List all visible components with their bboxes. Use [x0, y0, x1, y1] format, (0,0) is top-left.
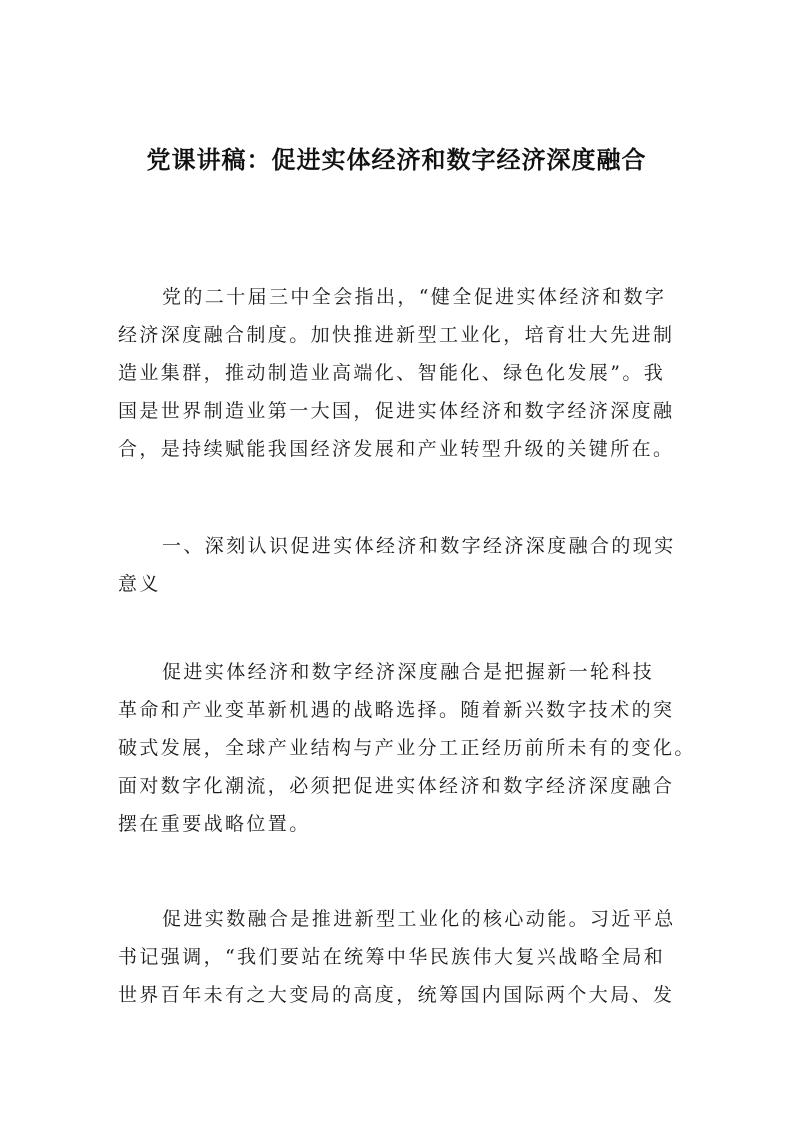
- section-heading-1: [118, 527, 678, 603]
- paragraph-line: 合，是持续赋能我国经济发展和产业转型升级的关键所在。: [118, 438, 675, 460]
- paragraph-core-driver: [118, 900, 678, 1014]
- paragraph-line: 书记强调，“我们要站在统筹中华民族伟大复兴战略全局和: [118, 946, 666, 968]
- heading-line: 意义: [118, 573, 161, 595]
- paragraph-line: 国是世界制造业第一大国，促进实体经济和数字经济深度融: [118, 400, 675, 422]
- paragraph-line: 世界百年未有之大变局的高度，统筹国内国际两个大局、发: [118, 984, 675, 1006]
- paragraph-line: 摆在重要战略位置。: [118, 813, 311, 835]
- paragraph-intro: [118, 278, 678, 468]
- document-title: 党课讲稿：促进实体经济和数字经济深度融合: [146, 146, 647, 175]
- paragraph-strategic-choice: [118, 653, 696, 843]
- paragraph-line: 面对数字化潮流，必须把促进实体经济和数字经济深度融合: [118, 775, 675, 797]
- paragraph-line: 经济深度融合制度。加快推进新型工业化，培育壮大先进制: [118, 324, 675, 346]
- paragraph-line: 造业集群，推动制造业高端化、智能化、绿色化发展”。我: [118, 362, 666, 384]
- paragraph-line: 党的二十届三中全会指出，“健全促进实体经济和数字: [162, 286, 667, 308]
- paragraph-line: 破式发展，全球产业结构与产业分工正经历前所未有的变化。: [118, 737, 696, 759]
- paragraph-line: 促进实体经济和数字经济深度融合是把握新一轮科技: [162, 661, 655, 683]
- paragraph-line: 革命和产业变革新机遇的战略选择。随着新兴数字技术的突: [118, 699, 675, 721]
- heading-line: 一、深刻认识促进实体经济和数字经济深度融合的现实: [162, 535, 676, 557]
- paragraph-line: 促进实数融合是推进新型工业化的核心动能。习近平总: [162, 908, 676, 930]
